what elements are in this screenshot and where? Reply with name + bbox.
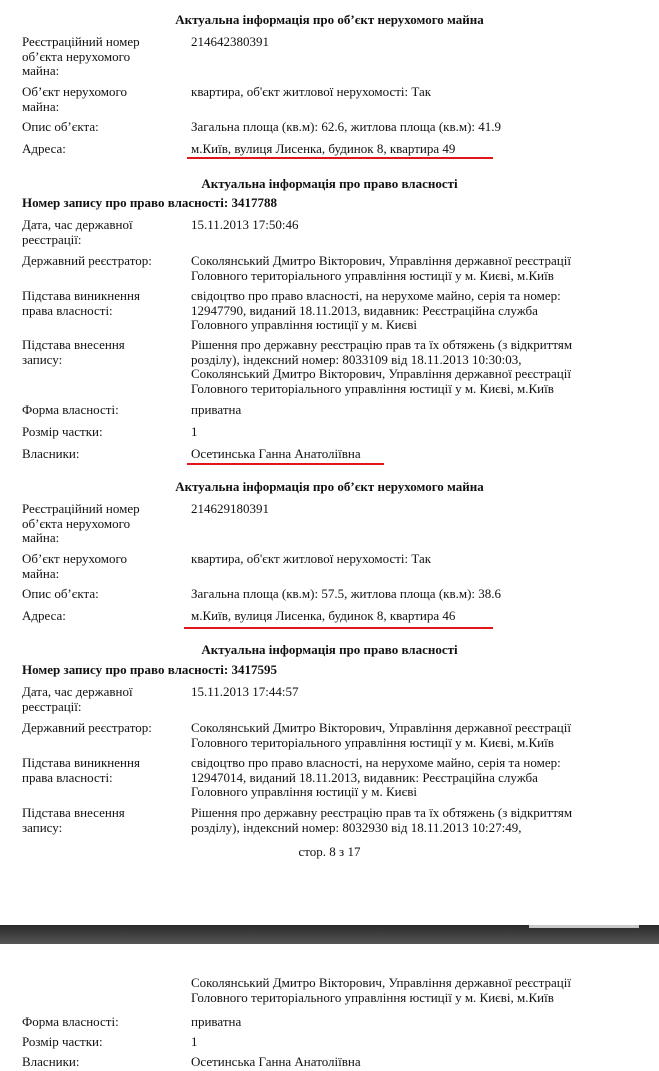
value-share-3: 1 — [191, 1034, 198, 1049]
label-registrar-2: Державний реєстратор: — [22, 720, 152, 735]
label-description: Опис об’єкта: — [22, 119, 99, 134]
value-address: м.Київ, вулиця Лисенка, будинок 8, квартира 49 — [191, 141, 456, 156]
value-ownership-basis-2: свідоцтво про право власності, на нерухоме майно, серія та номер: 12947014, виданий 18.11.2013, видавник: Реєстраційна служба Головного управління юстиції у м. Києві — [191, 755, 561, 799]
value-entry-basis-2: Рішення про державну реєстрацію прав та їх обтяжень (з відкриттям розділу), індексний номер: 8032930 від 18.11.2013 10:27:49, — [191, 805, 573, 835]
value-registrar: Соколянський Дмитро Вікторович, Управління державної реєстрації Головного територіального управління юстиції у м. Києві, м.Київ — [191, 253, 571, 283]
value-object-2: квартира, об'єкт житлової нерухомості: Так — [191, 551, 432, 566]
value-owners: Осетинська Ганна Анатоліївна — [191, 446, 361, 461]
value-ownership-form-3: приватна — [191, 1014, 242, 1029]
document-page-9 — [0, 944, 659, 1071]
label-description-2: Опис об’єкта: — [22, 586, 99, 601]
ownership-record-number: Номер запису про право власності: 3417788 — [22, 195, 277, 210]
label-owners: Власники: — [22, 446, 80, 461]
page-separator — [0, 925, 659, 944]
value-ownership-basis: свідоцтво про право власності, на нерухоме майно, серія та номер: 12947790, виданий 18.11.2013, видавник: Реєстраційна служба Головного управління юстиції у м. Києві — [191, 288, 561, 332]
label-address-2: Адреса: — [22, 608, 66, 623]
label-address: Адреса: — [22, 141, 66, 156]
value-registrar-2: Соколянський Дмитро Вікторович, Управління державної реєстрації Головного територіального управління юстиції у м. Києві, м.Київ — [191, 720, 571, 750]
value-description: Загальна площа (кв.м): 62.6, житлова площа (кв.м): 41.9 — [191, 119, 502, 134]
label-registrar: Державний реєстратор: — [22, 253, 152, 268]
value-owners-3: Осетинська Ганна Анатоліївна — [191, 1054, 361, 1069]
label-ownership-form: Форма власності: — [22, 402, 119, 417]
label-ownership-basis-2: Підстава виникнення права власності: — [22, 755, 140, 785]
label-registration-date-2: Дата, час державної реєстрації: — [22, 684, 133, 714]
value-ownership-form: приватна — [191, 402, 242, 417]
value-description-2: Загальна площа (кв.м): 57.5, житлова площа (кв.м): 38.6 — [191, 586, 502, 601]
value-registration-date: 15.11.2013 17:50:46 — [191, 217, 299, 232]
label-object-2: Об’єкт нерухомого майна: — [22, 551, 128, 581]
owners-highlight-underline — [187, 463, 384, 465]
value-registrar-continuation: Соколянський Дмитро Вікторович, Управління державної реєстрації Головного територіального управління юстиції у м. Києві, м.Київ — [191, 975, 571, 1005]
address-highlight-underline-2 — [184, 627, 493, 629]
label-object: Об’єкт нерухомого майна: — [22, 84, 128, 114]
label-share: Розмір частки: — [22, 424, 103, 439]
ownership-record-number-2: Номер запису про право власності: 3417595 — [22, 662, 277, 677]
label-ownership-basis: Підстава виникнення права власності: — [22, 288, 140, 318]
label-reg-number-2: Реєстраційний номер об’єкта нерухомого майна: — [22, 501, 140, 545]
label-reg-number: Реєстраційний номер об’єкта нерухомого майна: — [22, 34, 140, 78]
value-entry-basis: Рішення про державну реєстрацію прав та їх обтяжень (з відкриттям розділу), індексний номер: 8033109 від 18.11.2013 10:30:03, Соколянський Дмитро Вікторович, Управління державної реєстрації Головного територіального управління юстиції у м. Києві, м.Київ — [191, 337, 573, 396]
label-entry-basis: Підстава внесення запису: — [22, 337, 125, 367]
value-address-2: м.Київ, вулиця Лисенка, будинок 8, квартира 46 — [191, 608, 456, 623]
label-entry-basis-2: Підстава внесення запису: — [22, 805, 125, 835]
label-ownership-form-3: Форма власності: — [22, 1014, 119, 1029]
page-number-footer: стор. 8 з 17 — [298, 844, 361, 859]
section-title-object-info-2: Актуальна інформація про об’єкт нерухомого майна — [175, 479, 484, 494]
value-reg-number-2: 214629180391 — [191, 501, 269, 516]
address-highlight-underline — [187, 157, 493, 159]
label-registration-date: Дата, час державної реєстрації: — [22, 217, 133, 247]
value-object: квартира, об'єкт житлової нерухомості: Так — [191, 84, 432, 99]
section-title-object-info: Актуальна інформація про об’єкт нерухомого майна — [175, 12, 484, 27]
label-share-3: Розмір частки: — [22, 1034, 103, 1049]
section-title-ownership: Актуальна інформація про право власності — [201, 176, 458, 191]
section-title-ownership-2: Актуальна інформація про право власності — [201, 642, 458, 657]
value-reg-number: 214642380391 — [191, 34, 269, 49]
value-share: 1 — [191, 424, 198, 439]
value-registration-date-2: 15.11.2013 17:44:57 — [191, 684, 299, 699]
label-owners-3: Власники: — [22, 1054, 80, 1069]
